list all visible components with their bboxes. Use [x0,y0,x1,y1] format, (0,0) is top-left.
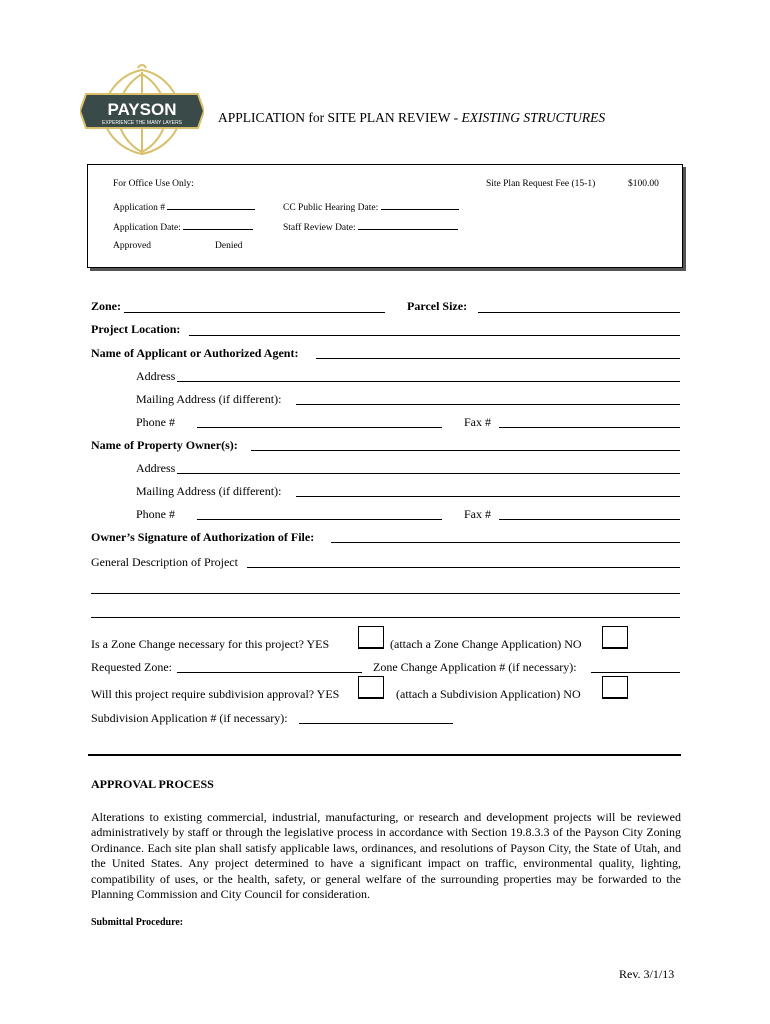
subdivision-question: Will this project require subdivision approval? YES [91,687,340,701]
requested-zone-label: Requested Zone: [91,660,172,674]
title-italic: EXISTING STRUCTURES [461,110,606,125]
fee-amount: $100.00 [628,179,659,189]
owner-mailing-label: Mailing Address (if different): [136,484,282,498]
applicant-fax-field[interactable] [499,427,680,428]
office-use-heading: For Office Use Only: [113,179,194,189]
applicant-fax-label: Fax # [464,415,491,429]
applicant-address-label: Address [136,369,176,383]
parcel-size-label: Parcel Size: [407,299,468,313]
zone-change-yes-checkbox[interactable] [358,626,384,649]
zone-change-number-label: Zone Change Application # (if necessary): [373,660,577,674]
owner-field[interactable] [251,450,680,451]
office-staff-review: Staff Review Date: [283,219,458,233]
approval-paragraph: Alterations to existing commercial, industrial, manufacturing, or research and development projects will be reviewed administratively by staff or through the legislative process in accordance with Section 19.8.3.3 of the Payson City Zoning Ordinance. Each site plan shall satisfy applicable laws, ordinances, and resolutions of Payson City, the State of Utah, and the United States. Any project determined to have a significant impact on traffic, environmental quality, lighting, compatibility of uses, or the health, safety, or general welfare of the surrounding properties may be forwarded to the Planning Commission and City Council for consideration. [91,810,681,902]
office-cc-hearing: CC Public Hearing Date: [283,199,459,213]
applicant-mailing-field[interactable] [296,404,680,405]
general-description-label: General Description of Project [91,555,238,569]
applicant-phone-label: Phone # [136,415,175,429]
zone-change-attach-label: (attach a Zone Change Application) NO [390,637,582,651]
subdivision-attach-label: (attach a Subdivision Application) NO [396,687,581,701]
owner-phone-label: Phone # [136,507,175,521]
fee-label: Site Plan Request Fee (15-1) [486,179,596,189]
requested-zone-field[interactable] [177,672,362,673]
office-denied: Denied [215,241,243,251]
owner-phone-field[interactable] [197,519,442,520]
office-application-no: Application # [113,199,255,213]
office-approved: Approved [113,241,151,251]
zone-change-no-checkbox[interactable] [602,626,628,649]
project-location-field[interactable] [189,335,680,336]
general-description-line-2[interactable] [91,593,680,594]
applicant-label: Name of Applicant or Authorized Agent: [91,346,299,360]
payson-logo [80,64,204,158]
subdivision-number-field[interactable] [299,723,453,724]
logo-tagline: EXPERIENCE THE MANY LAYERS [101,120,183,126]
zone-change-question: Is a Zone Change necessary for this project? YES [91,637,330,651]
owner-address-field[interactable] [177,473,680,474]
general-description-line-3[interactable] [91,617,680,618]
owner-fax-field[interactable] [499,519,680,520]
page-title [218,110,605,126]
zone-field[interactable] [124,312,385,313]
applicant-address-field[interactable] [177,381,680,382]
title-main: APPLICATION for SITE PLAN REVIEW - [218,110,462,125]
subdivision-yes-checkbox[interactable] [358,676,384,699]
zone-label: Zone: [91,299,121,313]
owner-address-label: Address [136,461,176,475]
applicant-mailing-label: Mailing Address (if different): [136,392,282,406]
owner-label: Name of Property Owner(s): [91,438,238,452]
applicant-field[interactable] [316,358,680,359]
project-location-label: Project Location: [91,322,181,336]
revision-date: Rev. 3/1/13 [619,967,675,981]
submittal-heading: Submittal Procedure: [91,917,184,928]
parcel-size-field[interactable] [478,312,680,313]
applicant-phone-field[interactable] [197,427,442,428]
owner-fax-label: Fax # [464,507,491,521]
office-application-date: Application Date: [113,219,253,233]
section-divider [88,754,681,756]
signature-label: Owner’s Signature of Authorization of File: [91,530,315,544]
signature-field[interactable] [331,542,680,543]
zone-change-number-field[interactable] [591,672,680,673]
owner-mailing-field[interactable] [296,496,680,497]
subdivision-number-label: Subdivision Application # (if necessary): [91,711,288,725]
subdivision-no-checkbox[interactable] [602,676,628,699]
general-description-field[interactable] [247,567,680,568]
logo-wordmark: PAYSON [107,100,177,119]
approval-heading: APPROVAL PROCESS [91,777,214,791]
